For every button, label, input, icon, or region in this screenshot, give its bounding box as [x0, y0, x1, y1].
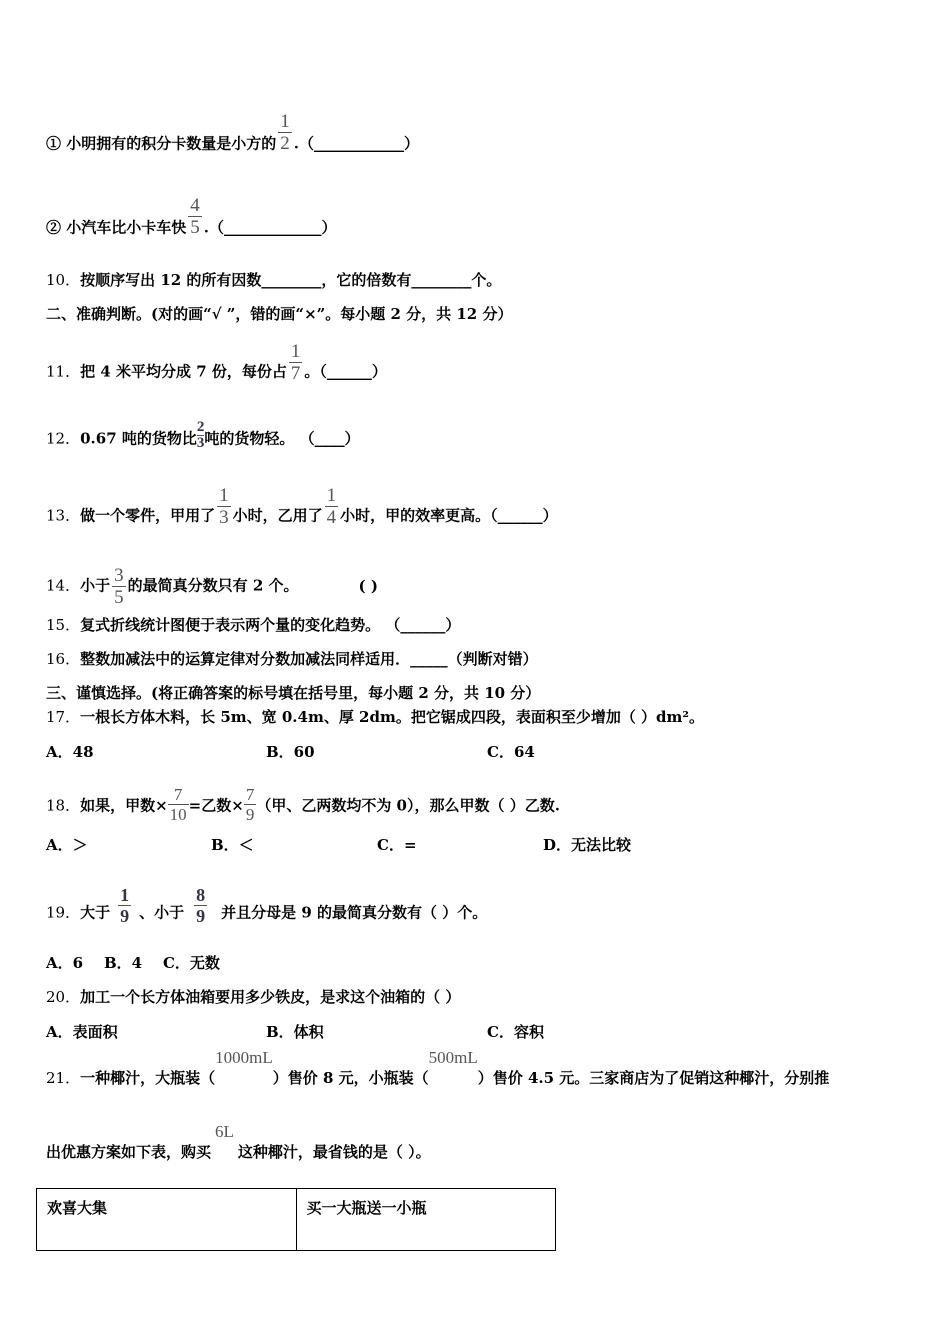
fraction — [289, 342, 303, 383]
option-label: A．48 — [46, 743, 94, 761]
question-number: 12． — [46, 429, 81, 448]
question-text: 0.67 吨的货物比 — [80, 429, 197, 448]
question-number: 19． — [46, 903, 81, 922]
question-text: 大于 — [80, 903, 111, 922]
question-number: 17． — [46, 708, 81, 726]
q9-item2-text: ② 小汽车比小卡车快 — [46, 218, 187, 237]
question-19 — [46, 885, 488, 933]
volume-value: 500mL — [428, 1048, 478, 1067]
question-18 — [46, 785, 560, 825]
q18-option-b[interactable] — [211, 835, 254, 855]
question-11 — [46, 341, 387, 393]
volume-value: 6L — [215, 1122, 234, 1141]
question-17 — [46, 707, 704, 727]
fraction — [112, 566, 126, 607]
question-text: 一根长方体木料，长 5m、宽 0.4m、厚 2dm。把它锯成四段，表面积至少增加（ ）dm²。 — [80, 708, 704, 726]
fraction — [325, 486, 339, 527]
denominator: 3 — [196, 435, 205, 451]
denominator: 9 — [196, 906, 206, 926]
numerator: 1 — [219, 485, 229, 506]
fraction — [197, 420, 205, 451]
answer-blank[interactable]: 吨的货物轻。 （____） — [204, 429, 360, 448]
q18-option-a[interactable] — [46, 835, 88, 855]
option-label: B．体积 — [266, 1023, 324, 1041]
question-text: 这种椰汁，最省钱的是（ ）。 — [237, 1143, 431, 1161]
question-number: 16． — [46, 650, 81, 668]
question-number: 10． — [46, 271, 81, 289]
question-number: 11． — [46, 362, 81, 381]
option-label: A．＞ — [46, 836, 88, 854]
numerator: 1 — [280, 111, 290, 132]
denominator: 5 — [114, 587, 124, 608]
question-number: 21． — [46, 1069, 81, 1087]
table-cell: 买一大瓶送一小瓶 — [296, 1189, 556, 1251]
question-number: 20． — [46, 988, 81, 1006]
question-text: 加工一个长方体油箱要用多少铁皮，是求这个油箱的（ ） — [80, 988, 461, 1006]
question-text: 做一个零件，甲用了 — [80, 506, 216, 525]
option-label: A．6 B．4 C．无数 — [46, 954, 220, 972]
section-2-title — [46, 304, 512, 324]
q9-item1 — [46, 111, 419, 165]
q18-option-d[interactable] — [543, 835, 631, 855]
fraction — [188, 196, 202, 237]
option-label: A．表面积 — [46, 1023, 118, 1041]
answer-blank[interactable]: ( ) — [358, 576, 378, 595]
q9-item2 — [46, 195, 337, 249]
section-heading: 二、准确判断。(对的画“√ ”，错的画“×”。每小题 2 分，共 12 分） — [46, 305, 513, 323]
question-12 — [46, 419, 360, 455]
question-text: （甲、乙两数均不为 0），那么甲数（ ）乙数. — [256, 796, 560, 815]
q20-option-b[interactable] — [266, 1022, 324, 1042]
question-text: =乙数× — [188, 796, 244, 815]
q20-option-c[interactable] — [487, 1022, 544, 1042]
denominator: 7 — [290, 363, 301, 384]
numerator: 1 — [120, 885, 130, 905]
table-cell: 欢喜大集 — [37, 1189, 297, 1251]
denominator: 4 — [326, 507, 337, 528]
denominator: 3 — [219, 507, 229, 528]
numerator: 4 — [190, 195, 200, 216]
answer-blank[interactable]: 小时，甲的效率更高。（______） — [340, 506, 558, 525]
question-text: 小于 — [80, 576, 111, 595]
promotion-table — [36, 1188, 556, 1251]
question-text: 复式折线统计图便于表示两个量的变化趋势。 （______） — [80, 616, 461, 634]
question-14 — [46, 566, 378, 607]
denominator: 9 — [245, 805, 255, 824]
question-number: 18． — [46, 796, 81, 815]
denominator: 9 — [120, 906, 130, 926]
fraction — [217, 486, 231, 527]
section-heading: 三、谨慎选择。(将正确答案的标号填在括号里，每小题 2 分，共 10 分） — [46, 684, 541, 702]
numerator: 3 — [114, 565, 124, 586]
question-20 — [46, 987, 460, 1007]
denominator: 2 — [280, 133, 290, 154]
option-label: B．＜ — [211, 836, 254, 854]
question-text: 出优惠方案如下表，购买 — [46, 1143, 212, 1161]
question-text: 并且分母是 9 的最简真分数有（ ）个。 — [221, 903, 488, 922]
question-21-line2 — [46, 1122, 431, 1162]
question-text: ）售价 4.5 元。三家商店为了促销这种椰汁，分别推 — [477, 1069, 830, 1087]
numerator: 2 — [196, 419, 205, 435]
q17-option-a[interactable] — [46, 742, 94, 762]
q17-option-c[interactable] — [487, 742, 535, 762]
denominator: 10 — [169, 805, 187, 824]
answer-blank[interactable]: .（_____________） — [203, 218, 337, 237]
question-number: 15． — [46, 616, 81, 634]
question-text: 的最简真分数只有 2 个。 — [127, 576, 299, 595]
numerator: 1 — [290, 341, 301, 362]
numerator: 7 — [168, 786, 189, 805]
table-row — [37, 1189, 556, 1251]
question-text: 整数加减法中的运算定律对分数加减法同样适用．_____（判断对错） — [80, 650, 538, 668]
question-text: 把 4 米平均分成 7 份，每份占 — [80, 362, 287, 381]
q17-option-b[interactable] — [266, 742, 315, 762]
question-10 — [46, 270, 501, 290]
question-text: 一种椰汁，大瓶装（ — [80, 1069, 216, 1087]
q9-item1-text: ① 小明拥有的积分卡数量是小方的 — [46, 134, 277, 153]
numerator: 1 — [326, 485, 337, 506]
question-number: 14． — [46, 576, 81, 595]
answer-blank[interactable]: 。（______） — [304, 362, 387, 381]
question-15 — [46, 615, 460, 635]
question-text: 如果，甲数× — [80, 796, 168, 815]
option-label: C．64 — [487, 743, 535, 761]
question-text: 小时，乙用了 — [232, 506, 323, 525]
question-text: ）售价 8 元，小瓶装（ — [272, 1069, 429, 1087]
question-text: 按顺序写出 12 的所有因数________，它的倍数有________个。 — [80, 271, 502, 289]
fraction — [194, 886, 207, 925]
section-3-title — [46, 683, 540, 703]
option-label: C．= — [377, 836, 417, 854]
q18-option-c[interactable] — [377, 835, 417, 855]
question-number: 13． — [46, 506, 81, 525]
question-text: 、小于 — [139, 903, 185, 922]
numerator: 7 — [245, 785, 255, 804]
fraction — [244, 786, 257, 823]
option-label: C．容积 — [487, 1023, 544, 1041]
question-21 — [46, 1048, 830, 1088]
denominator: 5 — [190, 217, 200, 238]
numerator: 8 — [196, 885, 206, 905]
fraction — [118, 886, 131, 925]
q20-option-a[interactable] — [46, 1022, 118, 1042]
answer-blank[interactable]: .（____________） — [293, 134, 419, 153]
question-16 — [46, 649, 538, 669]
option-label: B．60 — [266, 743, 315, 761]
volume-value: 1000mL — [215, 1048, 273, 1067]
q19-options[interactable] — [46, 953, 220, 973]
fraction — [278, 112, 292, 153]
option-label: D．无法比较 — [543, 836, 632, 854]
fraction — [168, 786, 189, 823]
question-13 — [46, 485, 558, 537]
